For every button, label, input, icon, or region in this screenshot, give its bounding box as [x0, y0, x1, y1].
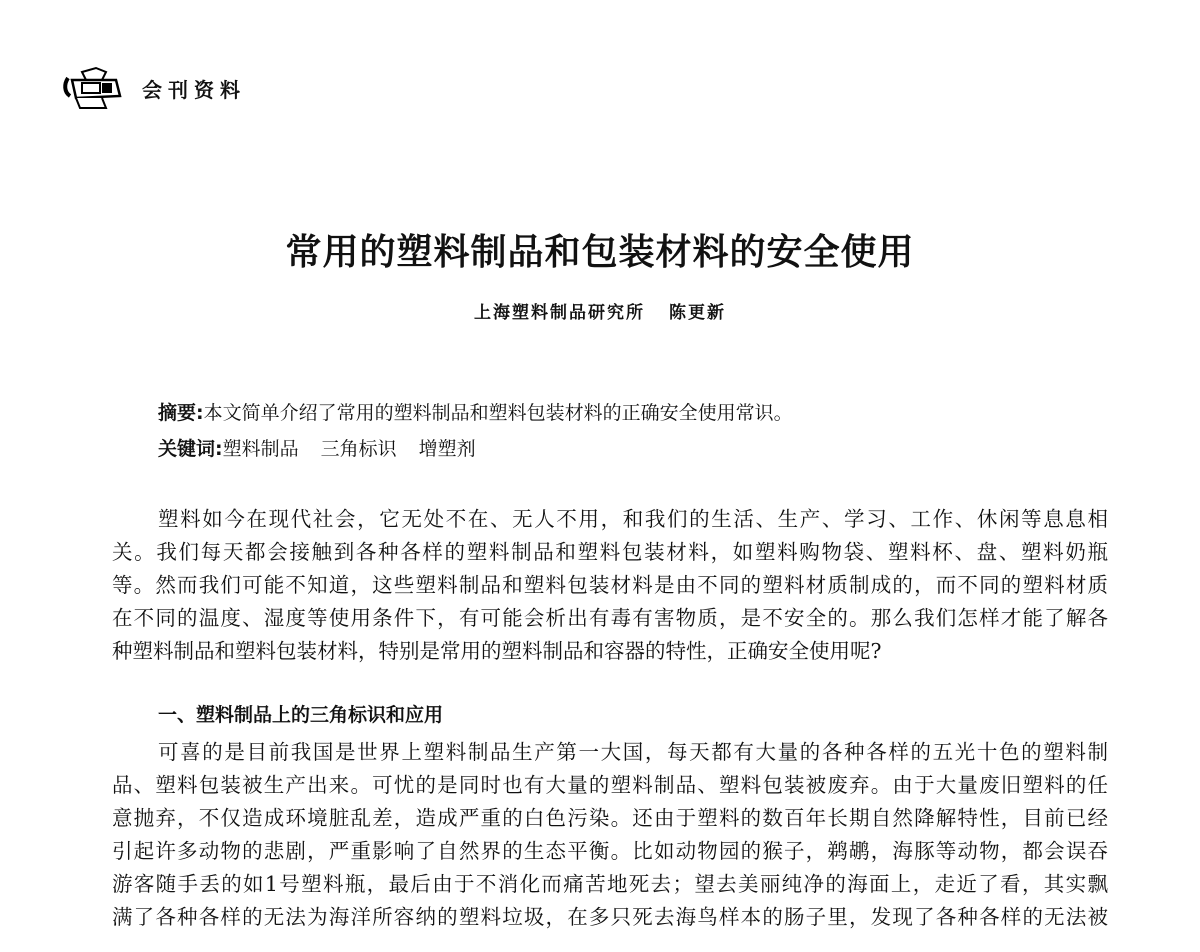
article-author — [0, 298, 1200, 323]
section-label: 会刊资料 — [142, 77, 246, 102]
text-line: 意抛弃，不仅造成环境脏乱差，造成严重的白色污染。还由于塑料的数百年长期自然降解特性，目前已经 — [112, 806, 1108, 830]
text-line: 等。然而我们可能不知道，这些塑料制品和塑料包装材料是由不同的塑料材质制成的，而不同的塑料材质 — [112, 573, 1108, 597]
keywords — [158, 434, 498, 461]
text-line: 可喜的是目前我国是世界上塑料制品生产第一大国，每天都有大量的各种各样的五光十色的塑料制 — [158, 740, 1108, 764]
text-line: 品、塑料包装被生产出来。可忧的是同时也有大量的塑料制品、塑料包装被废弃。由于大量废旧塑料的任 — [112, 773, 1108, 797]
text-line: 引起许多动物的悲剧，严重影响了自然界的生态平衡。比如动物园的猴子，鹈鹕，海豚等动物，都会误吞 — [112, 839, 1108, 863]
text-line: 种塑料制品和塑料包装材料，特别是常用的塑料制品和容器的特性，正确安全使用呢? — [112, 639, 882, 663]
fax-machine-icon — [62, 66, 124, 110]
abstract-label: 摘要: — [158, 402, 204, 424]
abstract — [158, 398, 793, 425]
article-title: 常用的塑料制品和包装材料的安全使用 — [285, 231, 915, 273]
section1-paragraph — [112, 736, 1108, 934]
author-org: 上海塑料制品研究所 — [474, 303, 645, 323]
text-line: 塑料如今在现代社会，它无处不在、无人不用，和我们的生活、生产、学习、工作、休闲等息息相 — [158, 507, 1108, 531]
text-line: 在不同的温度、湿度等使用条件下，有可能会析出有毒有害物质，是不安全的。那么我们怎样才能了解各 — [112, 606, 1108, 630]
abstract-text: 本文简单介绍了常用的塑料制品和塑料包装材料的正确安全使用常识。 — [203, 402, 793, 424]
intro-paragraph — [112, 503, 1108, 668]
section-heading: 一、塑料制品上的三角标识和应用 — [158, 704, 444, 726]
keyword: 三角标识 — [320, 438, 397, 460]
text-line: 满了各种各样的无法为海洋所容纳的塑料垃圾，在多只死去海鸟样本的肠子里，发现了各种各样的无法被 — [112, 905, 1108, 929]
keywords-label: 关键词: — [158, 438, 223, 460]
text-line: 游客随手丢的如1号塑料瓶，最后由于不消化而痛苦地死去；望去美丽纯净的海面上，走近了看，其实飘 — [112, 872, 1108, 896]
journal-header — [62, 66, 246, 110]
keyword: 增塑剂 — [418, 438, 476, 460]
author-name: 陈更新 — [669, 303, 726, 323]
text-line: 关。我们每天都会接触到各种各样的塑料制品和塑料包装材料，如塑料购物袋、塑料杯、盘、塑料奶瓶 — [112, 540, 1108, 564]
keyword: 塑料制品 — [222, 438, 299, 460]
